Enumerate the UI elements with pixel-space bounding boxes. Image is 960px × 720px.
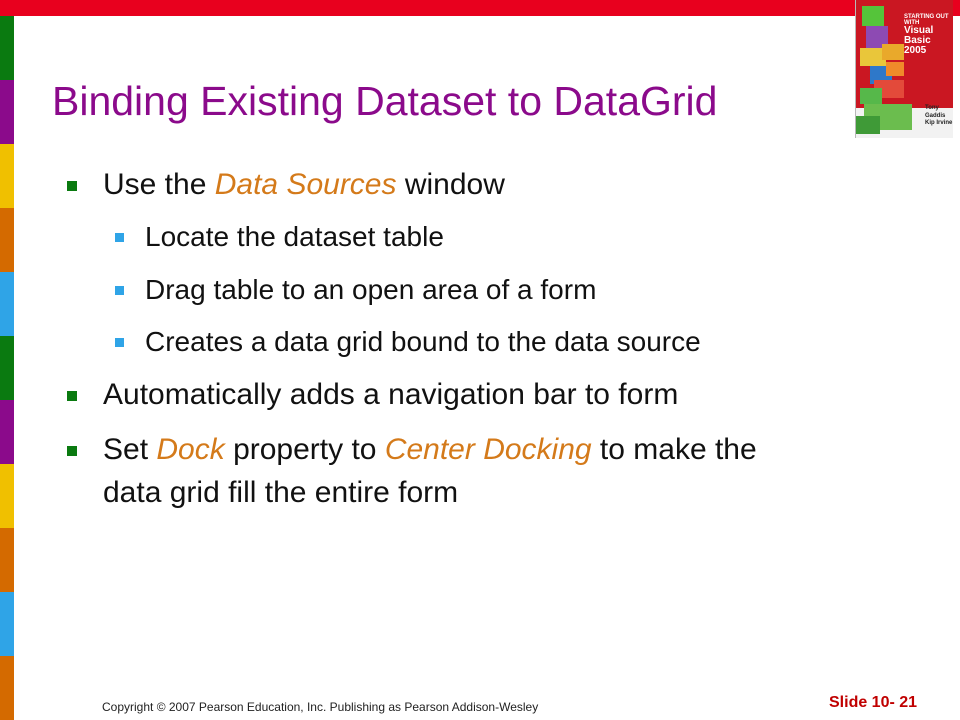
color-stripe [0,80,14,144]
bullet-marker [115,286,124,295]
bullet-text: Automatically adds a navigation bar to form [103,378,679,411]
color-stripe [0,208,14,272]
cover-product-name: Visual Basic [904,25,934,46]
color-stripe [0,144,14,208]
bullet-marker [67,446,77,456]
color-stripe [0,592,14,656]
bullet-text: window [396,168,505,201]
slide-title: Binding Existing Dataset to DataGrid [52,78,718,124]
highlighted-term: Dock [156,433,225,466]
bullet-text: property to [224,433,385,466]
left-color-stripes [0,16,14,720]
cover-title [904,14,953,56]
color-stripe [0,464,14,528]
slide-number: Slide 10- 21 [829,694,918,711]
bullet-text: Use the [103,168,215,201]
top-accent-bar [0,0,960,16]
bullet-marker [115,233,124,242]
color-stripe [0,336,14,400]
sub-bullet-item [145,217,444,257]
bullet-text: Set [103,433,157,466]
bullet-item [103,430,757,470]
cover-subtitle: STARTING OUT WITH [904,14,949,26]
cover-author: Kip Irvine [925,120,953,126]
sub-bullet-item [145,322,701,362]
bullet-item [103,375,678,415]
bullet-text: to make the [591,433,757,466]
color-stripe [0,272,14,336]
cover-year: 2005 [904,45,927,56]
highlighted-term: Data Sources [214,168,397,201]
color-stripe [0,400,14,464]
color-stripe [0,656,14,720]
bullet-marker [67,391,77,401]
cover-authors [925,105,953,128]
cover-author: Tony Gaddis [925,105,946,119]
color-stripe [0,528,14,592]
bullet-text: data grid fill the entire form [103,476,459,509]
bullet-marker [115,338,124,347]
bullet-text: Locate the dataset table [145,221,444,252]
bullet-marker [67,181,77,191]
bullet-item [103,473,458,513]
color-stripe [0,16,14,80]
sub-bullet-item [145,270,596,310]
bullet-text: Drag table to an open area of a form [145,274,597,305]
book-cover-logo [855,0,953,138]
bullet-text: Creates a data grid bound to the data source [145,326,701,357]
bullet-item [103,165,505,205]
highlighted-term: Center Docking [384,433,592,466]
copyright-text: Copyright © 2007 Pearson Education, Inc. Publishing as Pearson Addison-Wesley [102,700,539,714]
